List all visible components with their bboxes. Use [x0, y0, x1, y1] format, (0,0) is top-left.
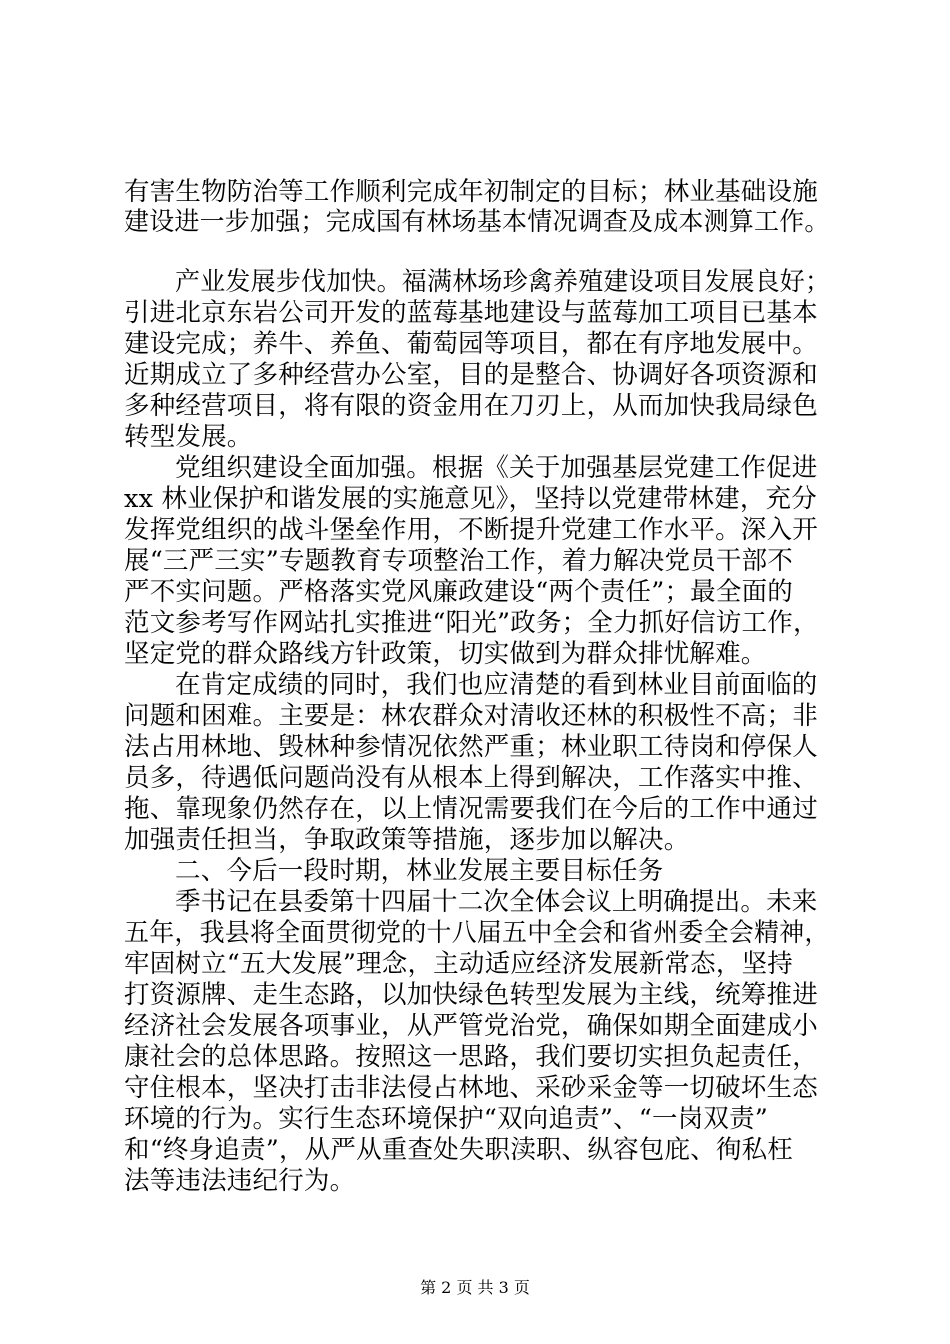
text-line: 展“三严三实”专题教育专项整治工作，着力解决党员干部不	[124, 546, 793, 576]
text-line: 范文参考写作网站扎实推进“阳光”政务；全力抓好信访工作，	[124, 608, 819, 638]
text-line: 和“终身追责”，从严从重查处失职渎职、纵容包庇、徇私枉	[124, 1135, 793, 1165]
text-line: 员多，待遇低问题尚没有从根本上得到解决，工作落实中推、	[124, 763, 818, 793]
text-line: 建设完成；养牛、养鱼、葡萄园等项目，都在有序地发展中。	[124, 329, 818, 359]
text-line: 严不实问题。严格落实党风廉政建设“两个责任”；最全面的	[124, 577, 793, 607]
text-line: 五年，我县将全面贯彻党的十八届五中全会和省州委全会精神，	[124, 918, 830, 948]
text-line: 守住根本，坚决打击非法侵占林地、采砂采金等一切破坏生态	[124, 1073, 818, 1103]
text-line: 法等违法违纪行为。	[124, 1166, 356, 1196]
text-line: 发挥党组织的战斗堡垒作用，不断提升党建工作水平。深入开	[124, 515, 818, 545]
text-line: 建设进一步加强；完成国有林场基本情况调查及成本测算工作。	[124, 207, 830, 237]
text-line: 引进北京东岩公司开发的蓝莓基地建设与蓝莓加工项目已基本	[124, 298, 818, 328]
text-line: 康社会的总体思路。按照这一思路，我们要切实担负起责任，	[124, 1042, 818, 1072]
text-line: 多种经营项目，将有限的资金用在刀刃上，从而加快我局绿色	[124, 391, 818, 421]
text-line: xx 林业保护和谐发展的实施意见》，坚持以党建带林建，充分	[124, 484, 817, 514]
text-line: 坚定党的群众路线方针政策，切实做到为群众排忧解难。	[124, 639, 767, 669]
text-line: 法占用林地、毁林种参情况依然严重；林业职工待岗和停保人	[124, 732, 818, 762]
text-line: 党组织建设全面加强。根据《关于加强基层党建工作促进	[175, 453, 818, 483]
text-line: 加强责任担当，争取政策等措施，逐步加以解决。	[124, 825, 690, 855]
text-line: 问题和困难。主要是：林农群众对清收还林的积极性不高；非	[124, 701, 818, 731]
section-heading: 二、今后一段时期，林业发展主要目标任务	[175, 856, 664, 886]
page-number-footer: 第 2 页 共 3 页	[420, 1278, 530, 1297]
text-line: 季书记在县委第十四届十二次全体会议上明确提出。未来	[175, 887, 818, 917]
text-line: 在肯定成绩的同时，我们也应清楚的看到林业目前面临的	[175, 670, 818, 700]
text-line: 近期成立了多种经营办公室，目的是整合、协调好各项资源和	[124, 360, 818, 390]
text-line: 牢固树立“五大发展”理念，主动适应经济发展新常态，坚持	[124, 949, 793, 979]
text-line: 产业发展步伐加快。福满林场珍禽养殖建设项目发展良好；	[175, 267, 831, 297]
text-line: 转型发展。	[124, 422, 253, 452]
text-line: 经济社会发展各项事业，从严管党治党，确保如期全面建成小	[124, 1011, 818, 1041]
text-line: 有害生物防治等工作顺利完成年初制定的目标；林业基础设施	[124, 177, 818, 207]
text-line: 拖、靠现象仍然存在，以上情况需要我们在今后的工作中通过	[124, 794, 818, 824]
text-line: 环境的行为。实行生态环境保护“双向追责”、“一岗双责”	[124, 1104, 769, 1134]
text-line: 打资源牌、走生态路，以加快绿色转型发展为主线，统筹推进	[124, 980, 818, 1010]
